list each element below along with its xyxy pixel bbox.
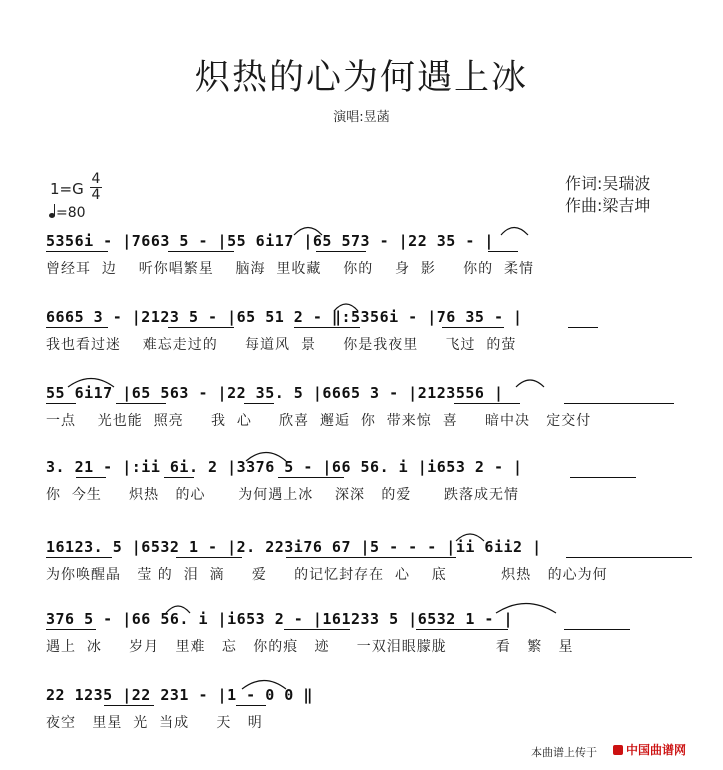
time-signature [90,172,102,203]
site-logo-icon [613,745,623,755]
beat-underlines [46,629,696,631]
credits-block [565,173,650,217]
beat-underlines [46,557,696,559]
notation-line: 376 5 - |66 56. i |i653 2 - |161233 5 |6532 1 - | [46,610,514,628]
lyric-line: 夜空 里星 光 当成 天 明 [46,715,263,731]
lyric-line: 曾经耳 边 听你唱繁星 脑海 里收藏 你的 身 影 你的 柔情 [46,261,535,277]
time-signature-top: 4 [91,171,101,187]
key-signature: 1=G [50,180,84,198]
notation-line: 55 6i17 |65 563 - |22 35. 5 |6665 3 - |2123556 | [46,384,504,402]
lyricist-credit: 作词:吴瑞波 [565,174,651,193]
site-name: 中国曲谱网 [626,743,687,757]
time-signature-bottom: 4 [91,187,101,203]
lyric-line: 我也看过迷 难忘走过的 每道风 景 你是我夜里 飞过 的萤 [46,337,517,353]
upload-notice: 本曲谱上传于 [531,746,597,759]
beat-underlines [46,477,696,479]
notation-line: 5356i - |7663 5 - |55 6i17 |65 573 - |22 35 - | [46,232,494,250]
beat-underlines [46,705,696,707]
tempo-value: =80 [56,205,86,221]
beat-underlines [46,403,696,405]
beat-underlines [46,327,696,329]
singer-credit: 演唱:昱菡 [333,110,390,125]
notation-line: 6665 3 - |2123 5 - |65 51 2 - ‖:5356i - |76 35 - | [46,308,523,326]
lyric-line: 遇上 冰 岁月 里难 忘 你的痕 迹 一双泪眼朦胧 看 繁 星 [46,639,574,655]
notation-line: 16123. 5 |6532 1 - |2. 223i76 67 |5 - - - |ii 6ii2 | [46,538,542,556]
lyric-line: 一点 光也能 照亮 我 心 欣喜 邂逅 你 带来惊 喜 暗中决 定交付 [46,413,592,429]
notation-line: 3. 21 - |:ii 6i. 2 |3376 5 - |66 56. i |i653 2 - | [46,458,523,476]
composer-credit: 作曲:梁吉坤 [565,196,651,215]
beat-underlines [46,251,696,253]
notation-line: 22 1235 |22 231 - |1 - 0 0 ‖ [46,686,313,704]
lyric-line: 为你唤醒晶 莹 的 泪 滴 爱 的记忆封存在 心 底 炽热 的心为何 [46,567,608,583]
song-title: 炽热的心为何遇上冰 [194,58,528,98]
lyric-line: 你 今生 炽热 的心 为何遇上冰 深深 的爱 跌落成无情 [46,487,520,503]
site-brand[interactable] [613,741,686,758]
